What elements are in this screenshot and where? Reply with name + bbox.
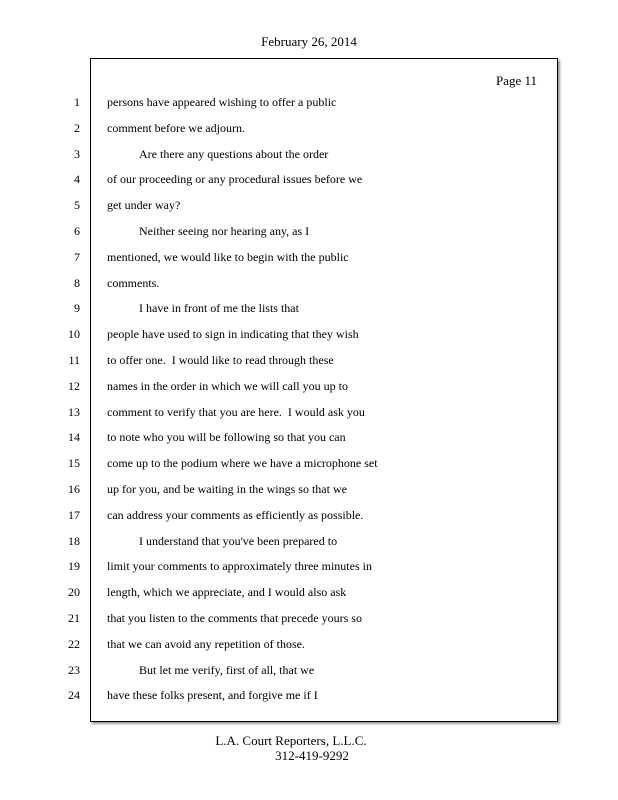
line-number: 3	[74, 146, 80, 161]
transcript-line: length, which we appreciate, and I would also ask	[107, 585, 347, 600]
line-number: 23	[68, 662, 80, 677]
transcript-line: comment to verify that you are here. I would ask you	[107, 404, 365, 419]
line-number: 2	[74, 120, 80, 135]
line-number: 11	[68, 352, 80, 367]
line-number: 10	[68, 327, 80, 342]
transcript-line: mentioned, we would like to begin with the public	[107, 249, 349, 264]
line-number: 8	[74, 275, 80, 290]
transcript-line: limit your comments to approximately three minutes in	[107, 559, 372, 574]
transcript-line: up for you, and be waiting in the wings so that we	[107, 481, 347, 496]
line-number: 9	[74, 301, 80, 316]
line-number: 13	[68, 404, 80, 419]
transcript-line: Are there any questions about the order	[139, 146, 329, 161]
transcript-line: comment before we adjourn.	[107, 120, 245, 135]
transcript-line: of our proceeding or any procedural issues before we	[107, 172, 363, 187]
page-number-label: Page 11	[495, 73, 537, 88]
transcript-line: comments.	[107, 275, 160, 290]
line-number: 15	[68, 456, 80, 471]
transcript-line: come up to the podium where we have a microphone set	[107, 456, 378, 471]
transcript-line: get under way?	[107, 198, 181, 213]
header-date: February 26, 2014	[261, 34, 357, 49]
transcript-line: that we can avoid any repetition of those.	[107, 636, 305, 651]
line-number: 1	[74, 95, 80, 109]
transcript-lines	[107, 94, 547, 713]
transcript-line: I have in front of me the lists that	[139, 301, 299, 316]
line-number-column	[50, 94, 80, 713]
line-number: 20	[68, 585, 80, 600]
footer-company-name: L.A. Court Reporters, L.L.C.	[215, 733, 367, 748]
transcript-line: Neither seeing nor hearing any, as I	[139, 223, 310, 238]
line-number: 21	[68, 610, 80, 625]
line-number: 19	[68, 559, 80, 574]
line-number: 18	[68, 533, 80, 548]
transcript-line: persons have appeared wishing to offer a public	[107, 95, 337, 109]
transcript-line: people have used to sign in indicating that they wish	[107, 327, 359, 342]
transcript-line: names in the order in which we will call you up to	[107, 378, 348, 393]
line-number: 16	[68, 481, 80, 496]
transcript-line: have these folks present, and forgive me if I	[107, 688, 318, 703]
line-number: 12	[68, 378, 80, 393]
transcript-line: can address your comments as efficiently as possible.	[107, 507, 364, 522]
line-number: 14	[68, 430, 80, 445]
line-number: 22	[68, 636, 80, 651]
line-number: 5	[74, 198, 80, 213]
transcript-page	[90, 58, 558, 722]
line-number: 7	[74, 249, 80, 264]
transcript-line: that you listen to the comments that precede yours so	[107, 610, 362, 625]
transcript-line: to offer one. I would like to read through these	[107, 352, 334, 367]
line-number: 4	[74, 172, 80, 187]
line-number: 24	[68, 688, 80, 703]
transcript-line: to note who you will be following so that you can	[107, 430, 346, 445]
transcript-line: But let me verify, first of all, that we	[139, 662, 315, 677]
line-number: 6	[74, 223, 80, 238]
footer-phone-number: 312-419-9292	[275, 748, 349, 763]
line-number: 17	[68, 507, 80, 522]
transcript-line: I understand that you've been prepared to	[139, 533, 338, 548]
